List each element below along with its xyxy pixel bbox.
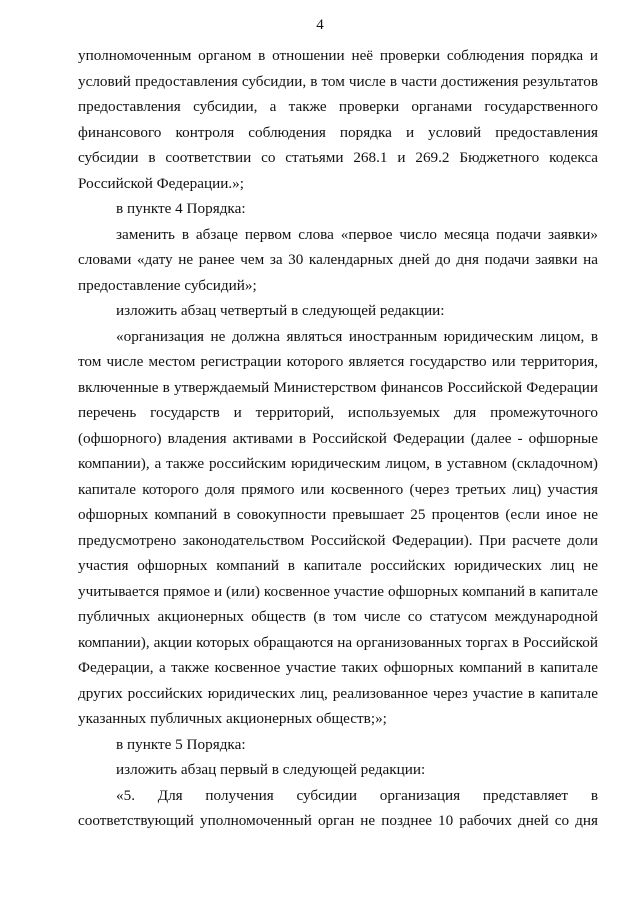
text-line: предусмотрено законодательством Российской Федерации). При расчете доли — [78, 531, 598, 549]
text-line: изложить абзац первый в следующей редакции: — [116, 761, 426, 778]
text-line: соответствующий уполномоченный орган не позднее 10 рабочих дней со дня — [78, 812, 598, 829]
paragraph — [78, 222, 598, 299]
document-body — [78, 43, 598, 834]
text-line: учитывается прямое и (или) косвенное участие офшорных компаний в капитале — [78, 582, 598, 600]
text-line: в пункте 5 Порядка: — [116, 735, 246, 753]
text-line: условий предоставления субсидии, в том числе в части достижения результатов — [78, 72, 598, 90]
paragraph — [78, 43, 598, 196]
text-line: офшорных компаний в совокупности превышает 25 процентов (если иное не — [78, 506, 598, 523]
paragraph — [78, 783, 598, 834]
text-line: заменить в абзаце первом слова «первое число месяца подачи заявки» — [116, 225, 598, 243]
text-line: Российской Федерации.»; — [78, 174, 244, 192]
text-line: словами «дату не ранее чем за 30 календарных дней до дня подачи заявки на — [78, 251, 598, 268]
text-line: компании), акции которых обращаются на организованных торгах в Российской — [78, 633, 598, 651]
paragraph — [78, 324, 598, 732]
text-line: изложить абзац четвертый в следующей редакции: — [116, 302, 445, 319]
text-line: предоставления субсидии, а также проверки органами государственного — [78, 98, 598, 115]
text-line: предоставление субсидий»; — [78, 276, 257, 294]
text-line: «организация не должна являться иностранным юридическим лицом, в — [116, 327, 598, 345]
text-line: Федерации, а также косвенное участие таких офшорных компаний в капитале — [78, 659, 598, 676]
text-line: субсидии в соответствии со статьями 268.1 и 269.2 Бюджетного кодекса — [78, 149, 598, 166]
text-line: указанных публичных акционерных обществ;»; — [78, 710, 387, 727]
text-line: в пункте 4 Порядка: — [116, 200, 246, 217]
text-line: уполномоченным органом в отношении неё проверки соблюдения порядка и — [78, 47, 598, 64]
page-number: 4 — [316, 17, 324, 33]
paragraph — [78, 732, 598, 758]
text-line: финансового контроля соблюдения порядка и условий предоставления — [78, 123, 598, 141]
text-line: публичных акционерных обществ (в том числе со статусом международной — [78, 608, 598, 625]
paragraph — [78, 757, 598, 783]
text-line: капитале которого доля прямого или косвенного (через третьих лиц) участия — [78, 480, 598, 498]
text-line: включенные в утверждаемый Министерством финансов Российской Федерации — [78, 378, 598, 396]
text-line: том числе местом регистрации которого является государство или территория, — [78, 353, 598, 370]
text-line: компании), а также российским юридическим лицом, в уставном (складочном) — [78, 455, 598, 472]
text-line: (офшорного) владения активами в Российской Федерации (далее - офшорные — [78, 429, 598, 447]
text-line: других российских юридических лиц, реализованное через участие в капитале — [78, 684, 598, 702]
paragraph — [78, 196, 598, 222]
text-line: перечень государств и территорий, используемых для промежуточного — [78, 404, 598, 421]
text-line: участия офшорных компаний в капитале российских юридических лиц не — [78, 557, 598, 574]
paragraph — [78, 298, 598, 324]
text-line: «5. Для получения субсидии организация представляет в — [116, 786, 598, 804]
